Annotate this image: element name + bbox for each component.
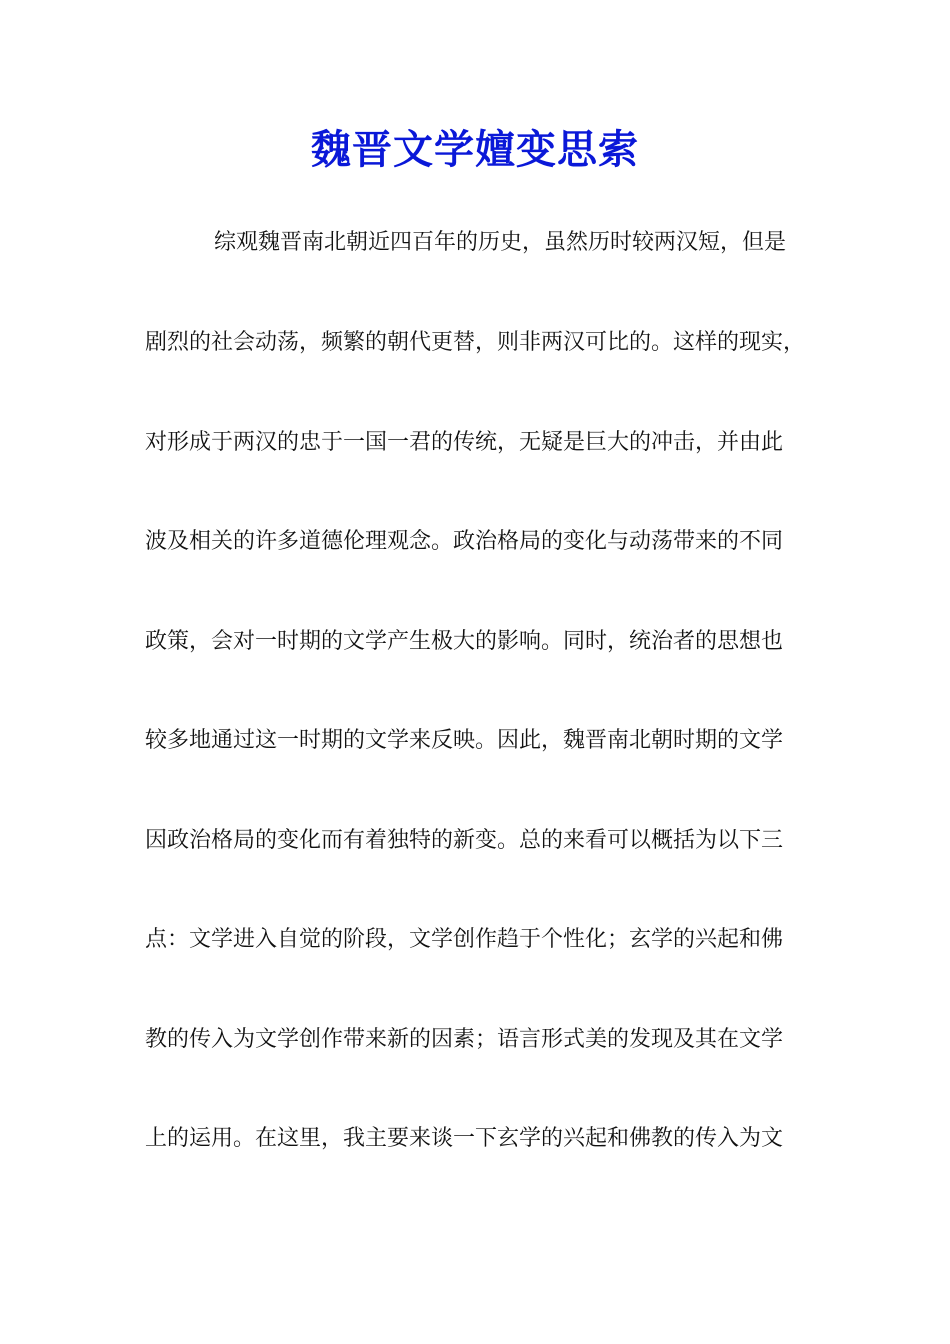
paragraph-line: 剧烈的社会动荡，频繁的朝代更替，则非两汉可比的。这样的现实，: [145, 330, 806, 355]
paragraph-line: 点：文学进入自觉的阶段，文学创作趋于个性化；玄学的兴起和佛: [145, 927, 784, 952]
paragraph-line: 对形成于两汉的忠于一国一君的传统，无疑是巨大的冲击，并由此: [145, 430, 784, 455]
paragraph-line: 教的传入为文学创作带来新的因素；语言形式美的发现及其在文学: [145, 1027, 784, 1052]
paragraph-line: 综观魏晋南北朝近四百年的历史，虽然历时较两汉短，但是: [214, 230, 787, 255]
document-title: 魏晋文学嬗变思索: [311, 126, 639, 173]
paragraph-line: 上的运用。在这里，我主要来谈一下玄学的兴起和佛教的传入为文: [145, 1126, 784, 1151]
paragraph-line: 波及相关的许多道德伦理观念。政治格局的变化与动荡带来的不同: [145, 529, 784, 554]
paragraph-line: 较多地通过这一时期的文学来反映。因此，魏晋南北朝时期的文学: [145, 728, 784, 753]
paragraph-line: 政策，会对一时期的文学产生极大的影响。同时，统治者的思想也: [145, 629, 784, 654]
paragraph-line: 因政治格局的变化而有着独特的新变。总的来看可以概括为以下三: [145, 828, 784, 853]
